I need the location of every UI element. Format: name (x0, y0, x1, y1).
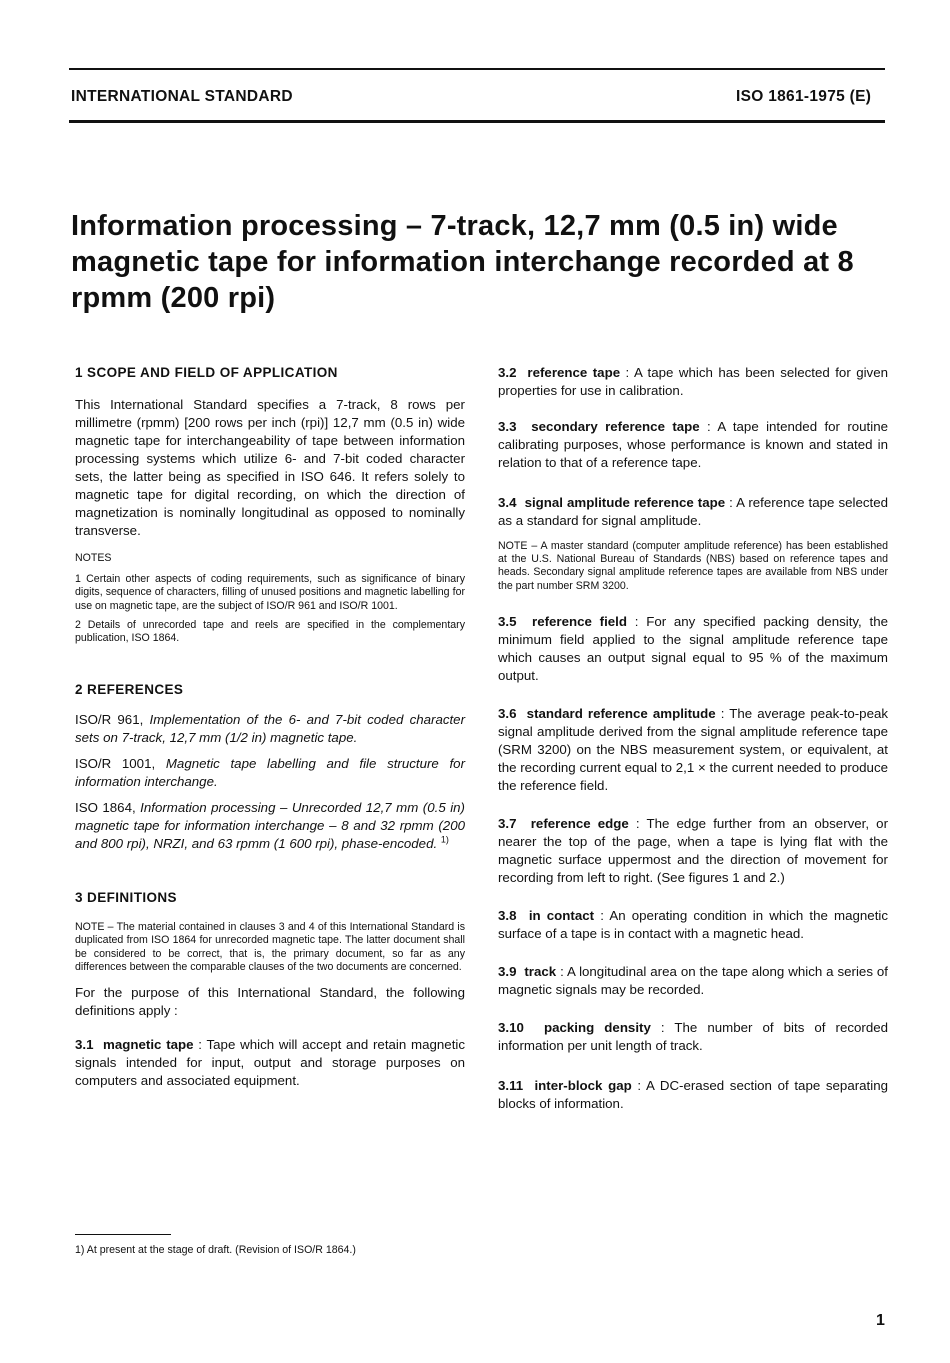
clause-number: 3.1 (75, 1037, 94, 1053)
section-heading-scope: 1 SCOPE AND FIELD OF APPLICATION (75, 365, 338, 380)
definition-3-6 (498, 705, 888, 795)
page-number: 1 (876, 1312, 885, 1329)
defined-term: inter-block gap (534, 1077, 632, 1093)
defined-term: standard reference amplitude (526, 705, 716, 721)
defined-term: track (524, 963, 557, 979)
definition-text: : A reference tape selected as a standard for signal amplitude. (498, 495, 888, 528)
header-right: ISO 1861-1975 (E) (736, 88, 872, 105)
footnote-rule (75, 1234, 171, 1235)
definition-3-5 (498, 613, 888, 685)
section-heading-definitions: 3 DEFINITIONS (75, 890, 177, 906)
definition-text: : A DC-erased section of tape separating blocks of information. (498, 1077, 888, 1111)
top-rule (69, 68, 885, 70)
clause-number: 3.9 (498, 963, 517, 979)
defined-term: reference tape (527, 365, 621, 380)
definition-3-4-note: NOTE – A master standard (computer amplitude reference) has been established at the U.S. National Bureau of Standards (NBS) based on reference tapes and heads. Secondary signal amplitude reference tapes are available from NBS under the part number SRM 3200. (498, 540, 888, 592)
definitions-intro: For the purpose of this International Standard, the following definitions apply : (75, 985, 465, 1019)
clause-number: 3.3 (498, 419, 517, 434)
section-heading-references: 2 REFERENCES (75, 682, 184, 698)
clause-number: 3.4 (498, 495, 517, 510)
reference-3 (75, 799, 465, 853)
defined-term: reference edge (530, 815, 629, 831)
defined-term: reference field (532, 613, 627, 629)
defined-term: magnetic tape (103, 1037, 194, 1053)
reference-1-title: Implementation of the 6- and 7-bit coded character sets on 7-track, 12,7 mm (1/2 in) magnetic tape. (75, 712, 465, 746)
definition-3-9 (498, 963, 888, 999)
footnote: 1) At present at the stage of draft. (Revision of ISO/R 1864.) (75, 1244, 356, 1256)
definition-3-3 (498, 418, 888, 472)
reference-1 (75, 711, 465, 747)
definition-3-11 (498, 1077, 888, 1113)
reference-2-id: ISO/R 1001, (75, 756, 166, 772)
defined-term: packing density (544, 1019, 651, 1035)
reference-2-title: Magnetic tape labelling and file structure for information interchange. (75, 756, 465, 790)
definition-text: : A longitudinal area on the tape along which a series of magnetic signals may be recorded. (498, 963, 888, 997)
header-rule (69, 120, 885, 123)
header-left: INTERNATIONAL STANDARD (71, 88, 293, 105)
clause-number: 3.7 (498, 815, 517, 831)
definition-text: : For any specified packing density, the minimum field applied to the signal amplitude reference tape which causes an output signal equal to 95 % of the maximum output. (498, 613, 888, 683)
definition-text: : An operating condition in which the magnetic surface of a tape is in contact with a magnetic head. (498, 907, 888, 941)
definition-3-2 (498, 364, 888, 400)
reference-2 (75, 755, 465, 791)
defined-term: in contact (528, 907, 595, 923)
note-2: 2 Details of unrecorded tape and reels are specified in the complementary publication, ISO 1864. (75, 618, 465, 645)
clause-number: 3.8 (498, 907, 517, 923)
note-1: 1 Certain other aspects of coding requirements, such as significance of binary digits, sequence of characters, filling of unused positions and magnetic labelling for use on magnetic tape, are the subject of ISO/R 961 and ISO/R 1001. (75, 573, 465, 612)
definition-3-10 (498, 1019, 888, 1055)
definition-text: : Tape which will accept and retain magnetic signals intended for input, output and storage purposes on computers and associated equipment. (75, 1037, 465, 1089)
clause-number: 3.11 (498, 1077, 524, 1093)
definition-text: : A tape which has been selected for given properties for use in calibration. (498, 365, 888, 398)
definition-3-1 (75, 1036, 465, 1090)
scope-paragraph: This International Standard specifies a 7-track, 8 rows per millimetre (rpmm) [200 rows per inch (rpi)] 12,7 mm (0.5 in) wide magnetic tape for interchangeability of tape between information processing systems which utilize 6- and 7-bit coded character sets, the latter being as specified in ISO 646. It refers solely to magnetic tape for digital recording, on which the direction of magnetization is nominally longitudinal as opposed to nominally transverse. (75, 397, 465, 538)
left-column (75, 364, 465, 1090)
reference-3-title: Information processing – Unrecorded 12,7 mm (0.5 in) magnetic tape for information interchange – 8 and 32 rpmm (200 and 800 rpi), NRZI, and 63 rpmm (1 600 rpi), phase-encoded. (75, 800, 465, 852)
clause-number: 3.5 (498, 613, 517, 629)
definition-3-7 (498, 815, 888, 887)
definition-text: : The average peak-to-peak signal amplitude derived from the signal amplitude reference tape (SRM 3200) on the NBS measurement system, or equivalent, at the recording current equal to 2,1 × the current needed to produce the reference field. (498, 705, 889, 793)
footnote-marker: 1) (440, 834, 449, 845)
right-column (498, 364, 888, 1113)
definition-text: : The number of bits of recorded information per unit length of track. (498, 1019, 889, 1053)
defined-term: signal amplitude reference tape (524, 495, 726, 510)
definition-text: : A tape intended for routine calibrating purposes, whose performance is known and stated in relation to that of a reference tape. (498, 419, 888, 470)
definitions-note: NOTE – The material contained in clauses 3 and 4 of this International Standard is duplicated from ISO 1864 for unrecorded magnetic tape. The latter document shall be considered to be correct, that is, the primary document, so far as any differences between the comparable clauses of the two documents are concerned. (75, 921, 465, 973)
clause-number: 3.10 (498, 1019, 524, 1035)
reference-3-id: ISO 1864, (75, 800, 141, 816)
definition-text: : The edge further from an observer, or nearer the top of the page, when a tape is lying flat with the magnetic surface uppermost and the direction of movement for recording from left to right. (See figures 1 and 2.) (498, 815, 888, 885)
defined-term: secondary reference tape (531, 419, 700, 434)
definition-3-8 (498, 907, 888, 943)
notes-label: NOTES (75, 552, 112, 564)
clause-number: 3.6 (498, 705, 517, 721)
clause-number: 3.2 (498, 365, 517, 380)
definition-3-4 (498, 494, 888, 530)
document-title: Information processing – 7-track, 12,7 mm (0.5 in) wide magnetic tape for information interchange recorded at 8 rpmm (200 rpi) (71, 210, 854, 314)
reference-1-id: ISO/R 961, (75, 712, 150, 728)
